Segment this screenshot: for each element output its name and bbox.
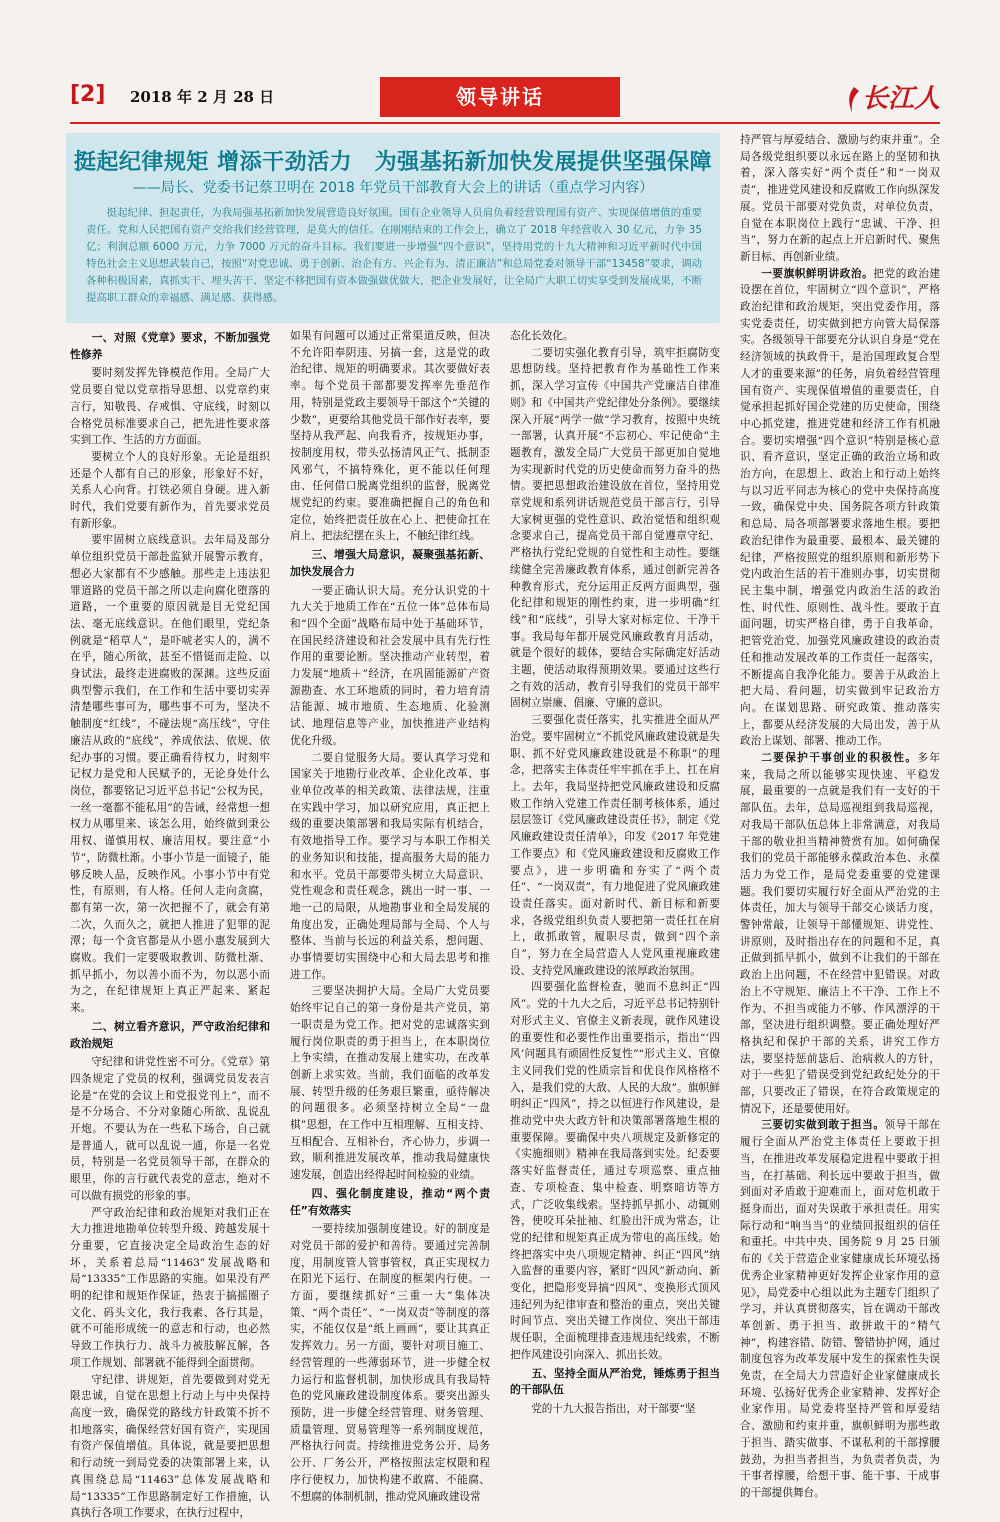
paragraph: 如果有问题可以通过正常渠道反映，但决不允许阳奉阴违、另搞一套，这是党的政治纪律、规矩的明确要求。其次要做好表率。每个党员干部都要发挥率先垂范作用，特别是党政主要领导干部这个“关键的少数”，更要给其他党员干部作好表率，要坚持从我严起、向我看齐，按规矩办事，按制度用权，带头弘扬清风正气、抵制歪风邪气，不搞特殊化，更不能以任何理由、任何借口脱离党组织的监督，脱离党规党纪的约束。要准确把握自己的角色和定位，始终把责任放在心上、把使命扛在肩上、把法纪摆在头上，不触纪律红线。 (290, 330, 490, 543)
logo-mark-icon (846, 87, 860, 113)
header-rule (70, 122, 940, 124)
paragraph: 严守政治纪律和政治规矩对我们正在大力推进地勘单位转型升级、跨越发展十分重要，它直接决定全局政治生态的好坏，关系着总局“11463”发展战略和局“13335”工作思路的实施。如果没有严明的纪律和规矩作保证，热衷于搞摇圈子文化、码头文化，我行我素、各行其是，就不可能形成统一的意志和行动，也必然导致工作执行力、战斗力被肢解瓦解，各项工作规划、部署就不能得到全面贯彻。 (70, 1206, 270, 1369)
logo-text: 长江人 (861, 84, 940, 114)
page-number: [2] (70, 82, 106, 107)
paragraph-text: 把党的政治建设摆在首位，牢固树立“四个意识”，严格政治纪律和政治规矩，突出党委作用，落实党委责任，切实做到把方向管大局保落实。各级领导干部要充分认识自身是“党在经济领域的执政骨干，是治国理政复合型人才的重要来源”的任务，肩负着经营管理国有资产、实现保值增值的重要责任，自觉承担起抓好国企党建的历史使命，围绕中心抓党建，推进党建和经济工作有机融合。要切实增强“四个意识”特别是核心意识、看齐意识，坚定正确的政治立场和政治方向，在思想上、政治上和行动上始终与以习近平同志为核心的党中央保持高度一致，确保党中央、国务院各项方针政策和总局、局各项部署要求落地生根。要把政治纪律作为最重要、最根本、最关键的纪律，严格按照党的组织原则和新形势下党内政治生活的若干准则办事，切实贯彻民主集中制，增强党内政治生活的政治性、时代性、原则性、战斗性。要敢于直面问题，切实严格自律，勇于自我革命，把管党治党、加强党风廉政建设的政治责任和推动发展改革的工作责任一起落实，不断提高自我净化能力。要善于从政治上把大局、看问题，切实做到牢记政治方向。在谋划思路、研究政策、推动落实上，都要从经济发展的大局出发，善于从政治上谋划、部署、推动工作。 (740, 267, 941, 748)
section-heading: 四、强化制度建设，推动“两个责任”有效落实 (290, 1186, 490, 1217)
paragraph: 二要切实强化教育引导，筑牢拒腐防变思想防线。坚持把教育作为基础性工作来抓，深入学习宣传《中国共产党廉洁自律准则》和《中国共产党纪律处分条例》。要继续深入开展“两学一做”学习教育，按照中央统一部署，认真开展“不忘初心、牢记使命”主题教育，激发全局广大党员干部更加自觉地为实现新时代党的历史使命而努力奋斗的热情。要把思想政治建设放在首位，坚持用党章党规和系列讲话规范党员干部言行，引导大家树更强的党性意识、政治觉悟和组织观念要求自己，提高党员干部自觉遵章守纪、严格执行党纪党规的自觉性和主动性。要继续健全完善廉政教育体系，通过创新完善各种教育形式，充分运用正反两方面典型，强化纪律和规矩的刚性约束，进一步明确“红线”和“底线”，引导大家对标定位、干净干事。我局每年都开展党风廉政教育月活动，就是个很好的载体，要结合实际确定好活动主题，使活动取得预期效果。要通过这些行之有效的活动，教育引导我们的党员干部牢固树立崇廉、倡廉、守廉的意识。 (510, 346, 720, 710)
paragraph (740, 750, 940, 1117)
section-heading: 五、坚持全面从严治党，锤炼勇于担当的干部队伍 (510, 1366, 720, 1397)
article-subhead: ——局长、党委书记蔡卫明在 2018 年党员干部教育大会上的讲话（重点学习内容） (132, 180, 654, 196)
paragraph: 一要持续加强制度建设。好的制度是对党员干部的爱护和善待。要通过完善制度，用制度管人管事管权，真正实现权力在阳光下运行、在制度的框架内行使。一方面，要继续抓好“三重一大”集体决策、“两个责任”、“一岗双责”等制度的落实，不能仅仅是“纸上画画”，要让其真正发挥效力。另一方面，要针对项目施工、经营管理的一些薄弱环节，进一步健全权力运行和监督机制，加快形成具有我局特色的党风廉政建设制度体系。要突出源头预防，进一步健全经营管理、财务管理、质量管理、贸易管理等一系列制度规范，严格执行问责。持续推进党务公开、局务公开、厂务公开，严格按照法定权限和程序行使权力，加快构建不敢腐、不能腐、不想腐的体制机制，推动党风廉政建设常 (290, 1223, 490, 1503)
issue-date: 2018 年 2 月 28 日 (130, 88, 275, 106)
paragraph-text: 多年来，我局之所以能够实现快速、平稳发展，最重要的一点就是我们有一支好的干部队伍。去年，总局巡视组到我局巡视，对我局干部队伍总体上非常满意，对我局干部的敬业担当精神赞赏有加。如何确保我们的党员干部能够永葆政治本色、永葆活力为党工作，是局党委重要的党建课题。我们要切实履行好全面从严治党的主体责任，加大与领导干部交心谈话力度，警钟常敲，让领导干部懂规矩、讲党性、讲原则，及时指出存在的问题和不足，真正做到抓早抓小，做到不让我们的干部在政治上出问题，不在经营中犯错误。对政治上不守规矩、廉洁上不干净、工作上不作为、不担当或能力不够、作风漂浮的干部，坚决进行组织调整。要正确处理好严格执纪和保护干部的关系，讲究工作方法，要坚持惩前毖后、治病救人的方针，对于一些犯了错误受到党纪政纪处分的干部，只要改正了错误，在符合政策规定的情况下，还是要使用好。 (740, 752, 940, 1115)
section-title: 领导讲话 (380, 77, 620, 117)
masthead-logo (846, 78, 940, 115)
paragraph: 要牢固树立底线意识。去年局及部分单位组织党员干部赴监狱开展警示教育，想必大家都有不少感触。那些走上违法犯罪道路的党员干部之所以走向腐化堕落的道路，一个重要的原因就是目无党纪国法、毫无底线意识。在他们眼里，党纪条例就是“稻草人”，是吓唬老实人的，满不在乎，随心所欲，甚至不惜铤而走险、以身试法，最终走进腐败的深渊。这些反面典型警示我们，在工作和生活中要切实弄清楚哪些事可为，哪些事不可为，坚决不触制度“红线”，不碰法规“高压线”，守住廉洁从政的“底线”，养成依法、依规、依纪办事的习惯。要正确看待权力，时刻牢记权力是党和人民赋予的，无论身处什么岗位，都要铭记习近平总书记“公权为民，一丝一毫都不能私用”的告诫，经常想一想权力从哪里来、该怎么用，始终做到秉公用权、谨慎用权、廉洁用权。要注意“小节”，防微杜渐。小事小节是一面镜子，能够反映人品，反映作风。小事小节中有党性，有原则，有人格。任何人走向贪腐，都有第一次，第一次把握不了，就会有第二次，久而久之，就把人推进了犯罪的泥潭；每一个贪官都是从小恩小惠发展到大腐败。我们一定要吸取教训、防微杜渐、抓早抓小，勿以善小而不为，勿以恶小而为之，在纪律规矩上真正严起来、紧起来。 (70, 534, 270, 1015)
column-4 (740, 132, 941, 1499)
article-summary: 挺起纪律、担起责任，为我局强基拓新加快发展营造良好氛围。国有企业领导人员肩负着经营管理国有资产、实现保值增值的重要责任。党和人民把国有资产交给我们经营管理，是莫大的信任。在刚刚结束的工作会上，确立了 2018 年经营收入 30 亿元，力争 35 亿；利润总额 6000 万元，力争 7000 万元的奋斗目标。我们要进一步增强“四个意识”，坚持用党的十九大精神和习近平新时代中国特色社会主义思想武装自己，按照“对党忠诚、勇于创新、治企有方、兴企有为、清正廉洁”和总局党委对领导干部“13458”要求，调动各种积极因素，真抓实干、埋头苦干、坚定不移把国有资本做强做优做大，把企业发展好，让全局广大职工切实享受到发展成果，不断提高职工群众的幸福感、满足感、获得感。 (86, 207, 702, 304)
article-lead-box (66, 133, 720, 323)
page-header (70, 82, 940, 118)
paragraph: 四要强化监督检查，驰而不息纠正“四风”。党的十九大之后，习近平总书记特别针对形式主义、官僚主义新表现，就作风建设的重要性和必要性作出重要指示，指出“‘四风’问题具有顽固性反复性”“形式主义、官僚主义同我们党的性质宗旨和优良作风格格不入，是我们党的大敌、人民的大敌”。旗帜鲜明纠正“四风”，持之以恒进行作风建设，是推动党中央大政方针和决策部署落地生根的重要保障。要确保中央八项规定及新修定的《实施细则》精神在我局落到实处。纪委要落实好监督责任，通过专项巡察、重点抽查、专项检查、集中检查、明察暗访等方式，广泛收集线索。坚持抓早抓小、动辄则咎，使咬耳朵扯袖、红脸出汗成为常态，让党的纪律和规矩真正成为带电的高压线。始终把落实中央八项规定精神、纠正“四风”纳入监督的重要内容，紧盯“四风”新动向、新变化，把隐形变异搞“四风”、变换形式顶风违纪列为纪律审查和整治的重点，突出关键时间节点、突出关键工作岗位、突出干部违规任职，全面梳理排查违规违纪线索，不断把作风建设引向深入、抓出长效。 (510, 981, 720, 1361)
paragraph: 持严管与厚爱结合、激励与约束并重”。全局各级党组织要以永远在路上的坚韧和执着，深入落实好“两个责任”和“一岗双责”，推进党风建设和反腐败工作向纵深发展。党员干部要对党负责，对单位负责，自觉在本职岗位上践行“忠诚、干净、担当”，努力在新的起点上开启新时代、聚焦新目标、再创新业绩。 (740, 134, 940, 263)
paragraph: 要树立个人的良好形象。无论是组织还是个人都有自己的形象，形象好不好，关系人心向背。打铁必须自身硬。进入新时代，我们党要有新作为，首先要求党员有新形象。 (70, 450, 270, 530)
paragraph: 二要自觉服务大局。要认真学习党和国家关于地勘行业改革、企业化改革、事业单位改革的相关政策、法律法规，注重在实践中学习，加以研究应用，真正把上级的重要决策部署和我局实际有机结合，有效地指导工作。要学习与本职工作相关的业务知识和技能，提高服务大局的能力和水平。党员干部要带头树立大局意识、党性观念和责任观念，跳出一时一事、一地一己的局限，从地勘事业和全局发展的角度出发，正确处理局部与全局、个人与整体、当前与长远的利益关系，想问题、办事情要切实围绕中心和大局去思考和推进工作。 (290, 751, 490, 981)
paragraph: 守纪律和讲党性密不可分。《党章》第四条规定了党员的权利，强调党员发表言论是“在党的会议上和党报党刊上”，而不是不分场合、不分对象随心所欲、乱说乱开炮。不要认为在一些私下场合，自己就是普通人，就可以乱说一通，你是一名党员，特别是一名党员领导干部，在群众的眼里，你的言行就代表党的意志，绝对不可以做有损党的形象的事。 (70, 1056, 270, 1202)
paragraph: 态化长效化。 (510, 330, 574, 342)
paragraph (740, 1117, 940, 1501)
paragraph (740, 266, 940, 750)
column-3 (510, 328, 720, 1428)
section-heading: 一、对照《党章》要求，不断加强党性修养 (70, 331, 270, 361)
section-heading: 三、增强大局意识，凝聚强基拓新、加快发展合力 (290, 548, 490, 578)
paragraph: 一要正确认识大局。充分认识党的十九大关于地质工作在“五位一体”总体布局和“四个全面”战略布局中处于基础环节，在国民经济建设和社会发展中具有先行性作用的重要论断。坚决推动产业转型，着力发展“地质＋”经济，在巩固能源矿产资源勘查、水工环地质的同时，着力培育清洁能源、城市地质、生态地质、化验测试、地理信息等产业，加快推进产业结构优化升级。 (290, 584, 490, 747)
paragraph: 守纪律、讲规矩，首先要做到对党无限忠诚，自觉在思想上行动上与中央保持高度一致，确保党的路线方针政策不折不扣地落实，确保经营好国有资产，实现国有资产保值增值。具体说，就是要把思想和行动统一到局党委的决策部署上来，认真围绕总局“11463”总体发展战略和局“13335”工作思路制定好工作措施，认真执行各项工作要求，在执行过程中， (70, 1373, 270, 1520)
subsection-lead: 三要切实做到敢于担当。 (761, 1119, 885, 1132)
subsection-lead: 一要旗帜鲜明讲政治。 (761, 267, 874, 280)
paragraph: 三要强化责任落实，扎实推进全面从严治党。要牢固树立“不抓党风廉政建设就是失职、抓不好党风廉政建设就是不称职”的理念，把落实主体责任牢牢抓在手上、扛在肩上。去年，我局坚持把党风廉政建设和反腐败工作纳入党建工作责任制考核体系，通过层层签订《党风廉政建设责任书》，制定《党风廉政建设责任清单》，印发《2017 年党建工作要点》和《党风廉政建设和反腐败工作要点》，进一步明确和夯实了“两个责任”、“一岗双责”，有力地促进了党风廉政建设责任落实。面对新时代、新目标和新要求，各级党组织负责人要把第一责任扛在肩上，敢抓敢管，履职尽责，做到“四个亲自”，努力在全局营造人人党风重视廉政建设、支持党风廉政建设的浓厚政治氛围。 (510, 714, 720, 977)
paragraph: 党的十九大报告指出，对干部要“坚 (531, 1403, 696, 1415)
paragraph: 三要坚决拥护大局。全局广大党员要始终牢记自己的第一身份是共产党员，第一职责是为党工作。把对党的忠诚落实到履行岗位职责的勇于担当上，在本职岗位上争实绩，在推动发展上建实功，在改革创新上求实效。当前，我们面临的改革发展、转型升级的任务艰巨繁重，亟待解决的问题很多。必须坚持树立全局“一盘棋”思想，在工作中互相理解、互相支持、互相配合、互相补台，齐心协力，步调一致，顺利推进发展改革，推动我局健康快速发展，创造出经得起时间检验的业绩。 (290, 985, 490, 1182)
subsection-lead: 二要保护干事创业的积极性。 (761, 752, 918, 765)
column-1 (70, 328, 270, 1520)
paragraph-text: 领导干部在履行全面从严治党主体责任上要敢于担当，在推进改革发展稳定进程中要敢于担当，在打基础、利长远中要敢于担当，做到面对矛盾敢于迎难而上，面对危机敢于挺身而出，面对失误敢于承担责任。用实际行动和“响当当”的业绩回报组织的信任和重托。中共中央、国务院 9 月 25 日颁布的《关于营造企业家健康成长环境弘扬优秀企业家精神更好发挥企业家作用的意见》，局党委中心组以此为主题专门组织了学习，并认真贯彻落实，旨在调动干部改革创新、勇于担当、敢拼敢干的“精气神”，构建容错、防错、警错协护网，通过制度包容为改革发展中发生的探索性失误免责，在全局大力营造好企业家健康成长环境、弘扬好优秀企业家精神、发挥好企业家作用。局党委将坚持严管和厚爱结合、激励和约束并重，旗帜鲜明为那些敢于担当、踏实做事、不谋私利的干部撑腰鼓劲，为担当者担当，为负责者负责，为干事者撑腰，给想干事、能干事、干成事的干部提供舞台。 (740, 1119, 940, 1499)
paragraph: 要时刻发挥先锋模范作用。全局广大党员要自觉以党章指导思想、以党章约束言行，知敬畏、存戒惧、守底线，时刻以合格党员标准要求自己，把先进性要求落实到工作、生活的方方面面。 (70, 367, 270, 447)
article-headline: 挺起纪律规矩 增添干劲活力 为强基拓新加快发展提供坚强保障 (73, 150, 713, 175)
section-heading: 二、树立看齐意识，严守政治纪律和政治规矩 (70, 1019, 270, 1050)
column-2 (290, 328, 490, 1503)
